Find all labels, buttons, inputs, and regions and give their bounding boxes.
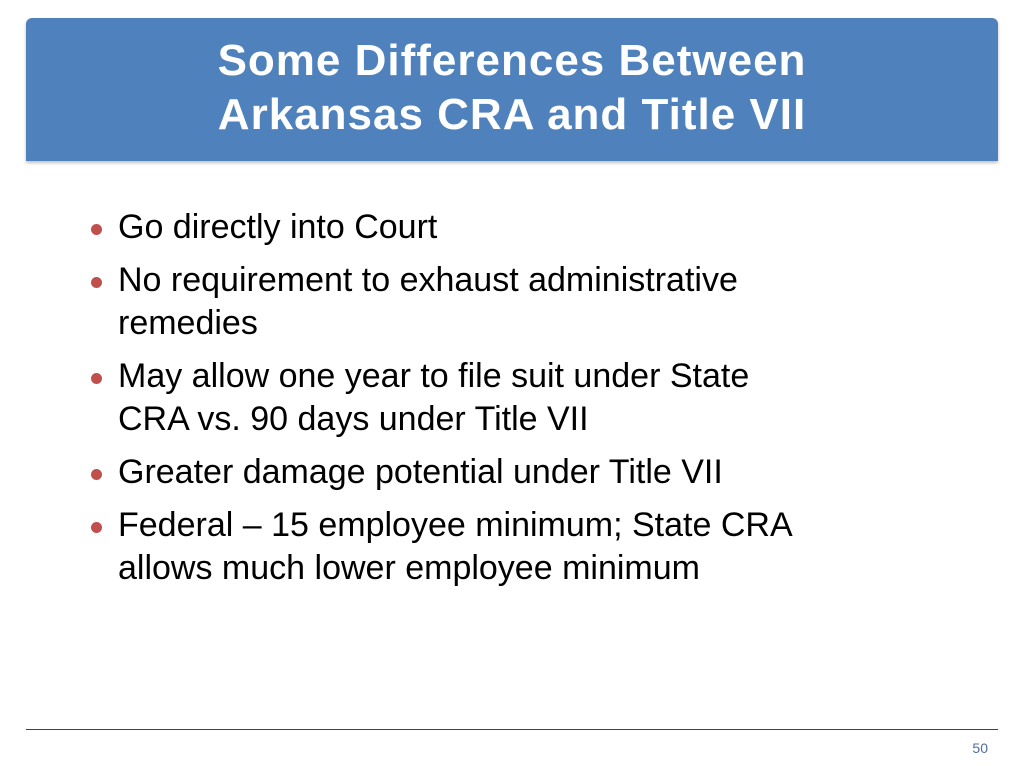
bullet-text-line: Federal – 15 employee minimum; State CRA — [118, 506, 793, 544]
title-bar — [26, 18, 998, 161]
bullet-dot-icon — [91, 277, 102, 288]
bullet-text-line: No requirement to exhaust administrative — [118, 261, 738, 299]
bullet-text-line: allows much lower employee minimum — [118, 549, 700, 587]
slide-title — [218, 34, 807, 142]
bullet-text-line: May allow one year to file suit under State — [118, 357, 750, 395]
bullet-dot-icon — [91, 522, 102, 533]
bullet-item — [88, 259, 928, 345]
bullet-dot-icon — [91, 224, 102, 235]
bullet-text-line: Go directly into Court — [118, 208, 438, 246]
page-number: 50 — [972, 740, 988, 756]
bullet-item — [88, 451, 928, 494]
bullet-list — [88, 206, 928, 600]
bullet-item — [88, 206, 928, 249]
bullet-text-line: Greater damage potential under Title VII — [118, 453, 723, 491]
bullet-dot-icon — [91, 469, 102, 480]
bullet-text-line: remedies — [118, 304, 258, 342]
slide-title-line-2: Arkansas CRA and Title VII — [217, 89, 807, 139]
bullet-text-line: CRA vs. 90 days under Title VII — [118, 400, 589, 438]
bullet-item — [88, 355, 928, 441]
slide-title-line-1: Some Differences Between — [217, 35, 807, 85]
bullet-item — [88, 504, 928, 590]
bullet-dot-icon — [91, 373, 102, 384]
footer-divider — [26, 729, 998, 730]
